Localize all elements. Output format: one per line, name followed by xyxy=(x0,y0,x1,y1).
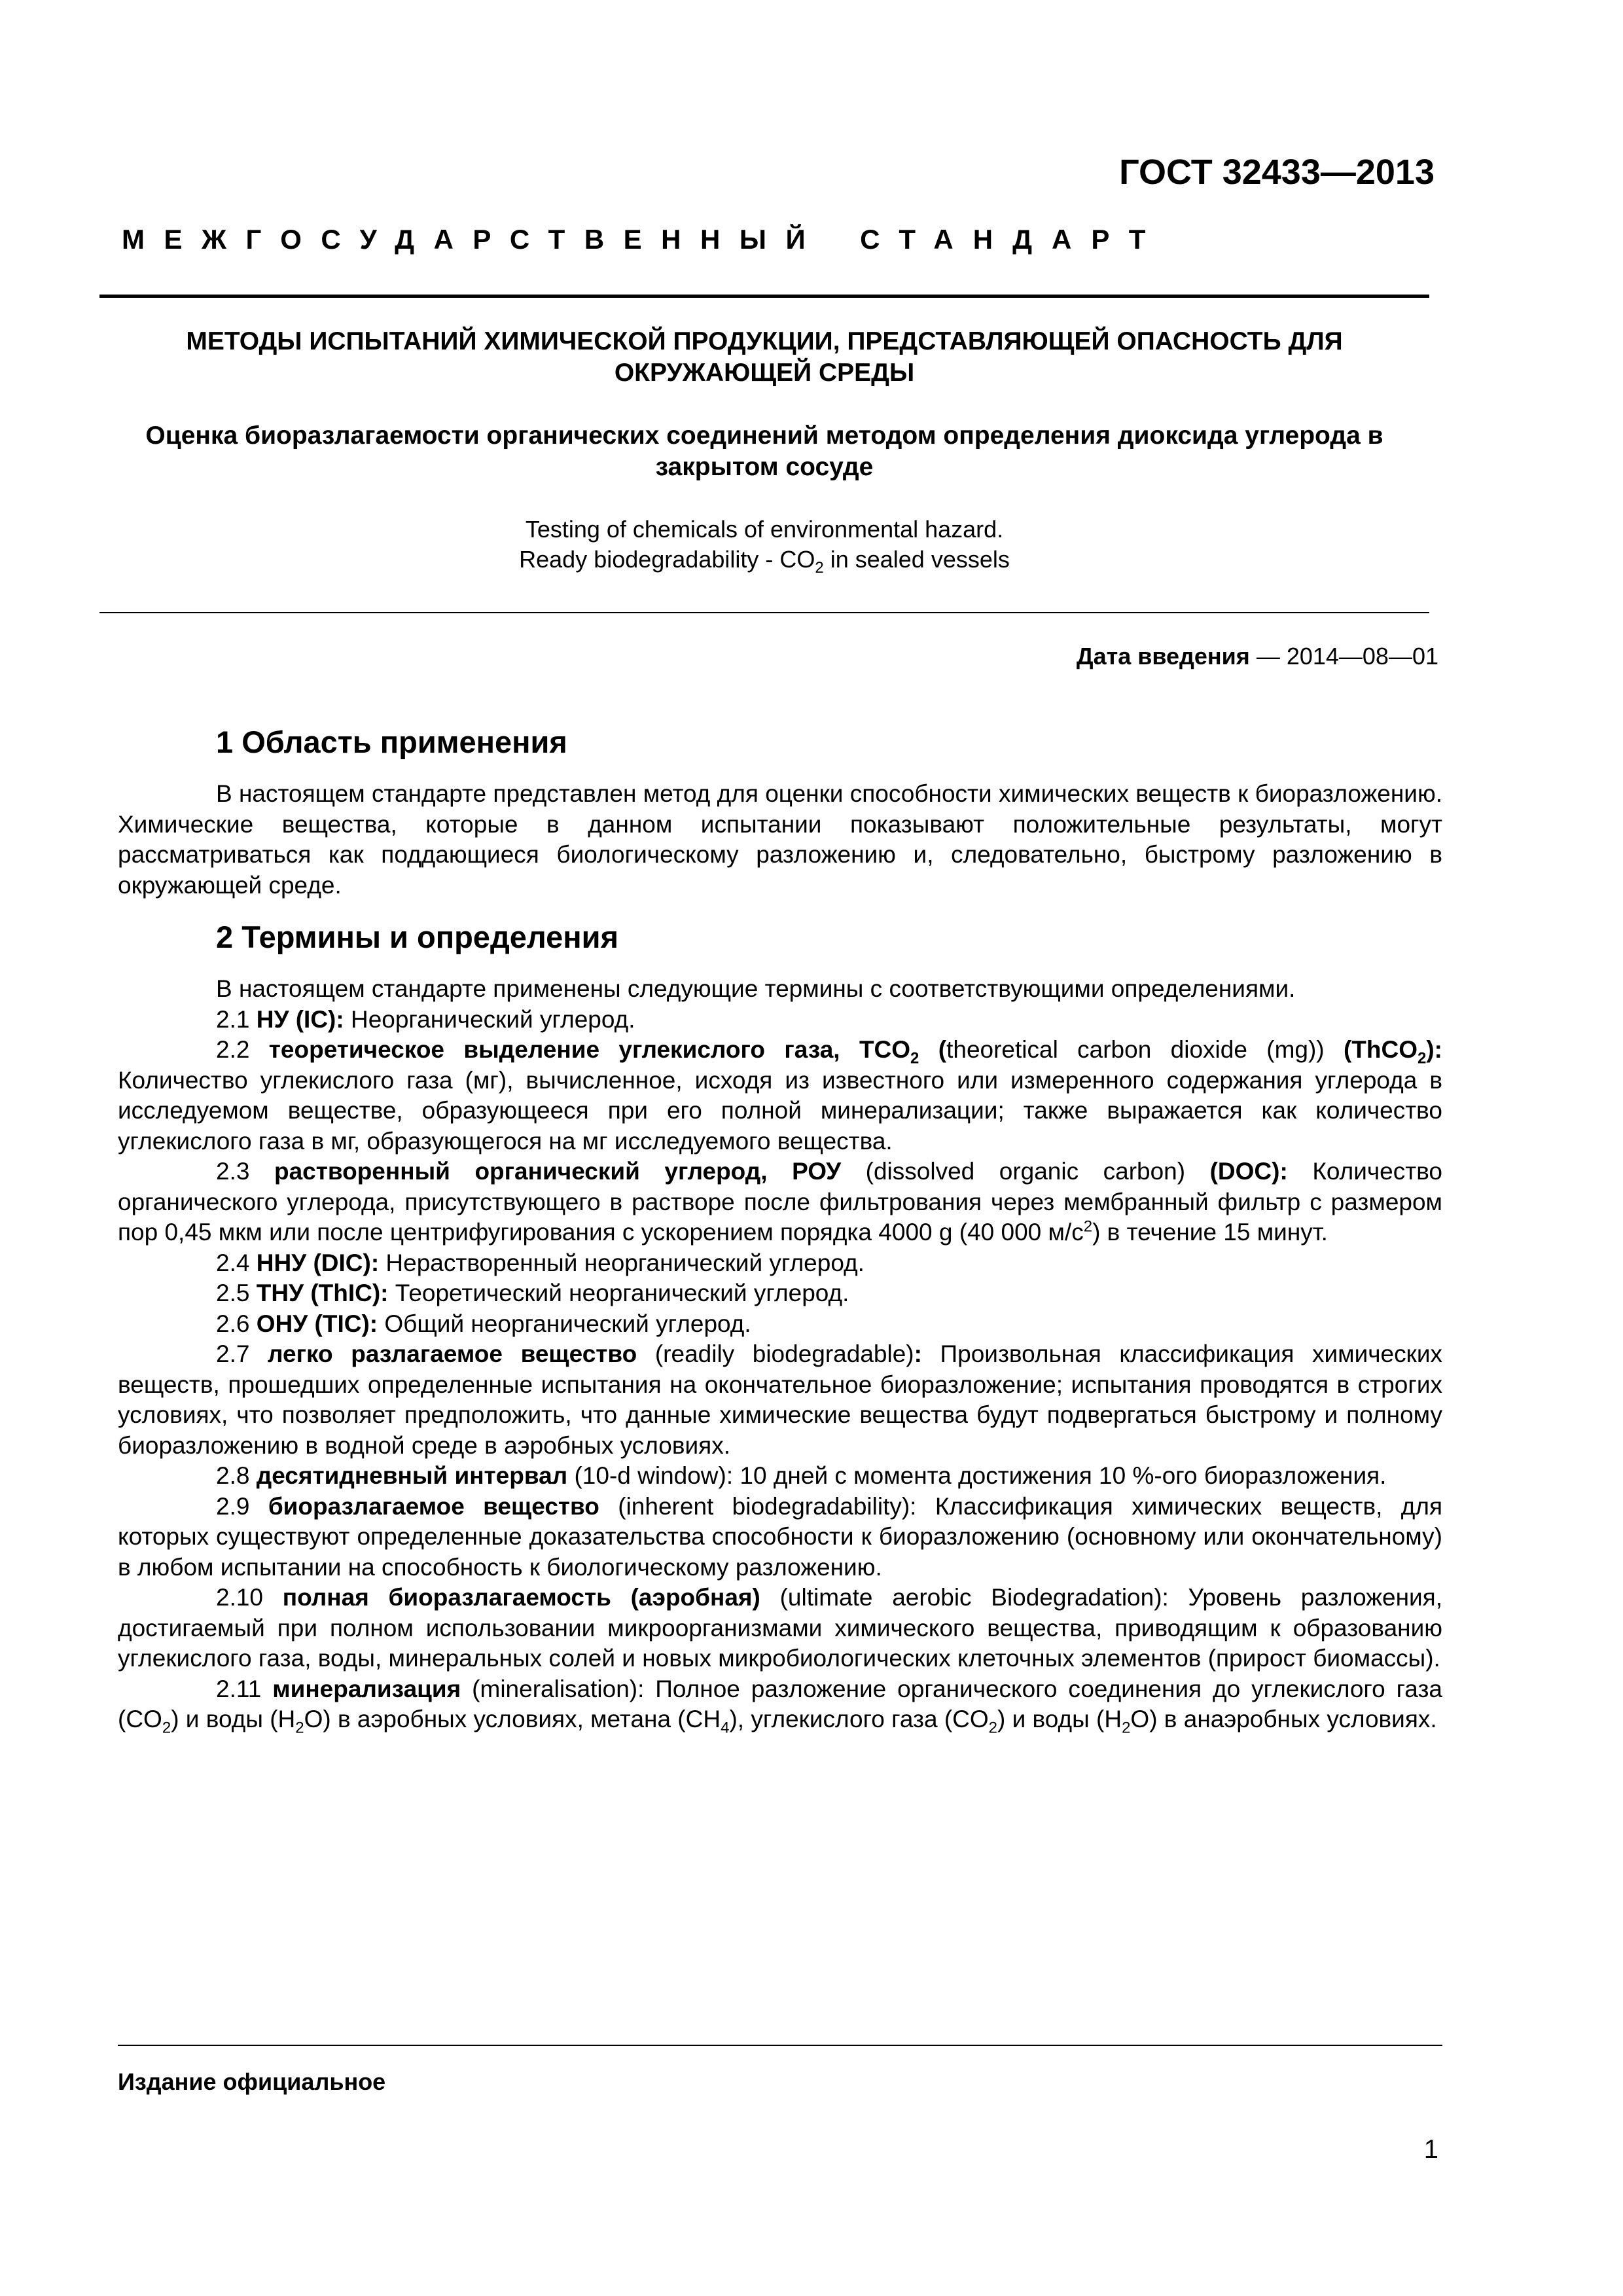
english-title-line2: Ready biodegradability - $CO_2$ in sealed vessels xyxy=(519,546,1010,577)
term-2-9: 2.9 биоразлагаемое вещество (inherent biodegradability): Классификация химических веществ, для которых существуют определенные доказательства способности к биоразложению (основному или окончательному) в любом испытании на способность к биологическому разложению. xyxy=(118,1492,1442,1581)
term-2-11: 2.11 минерализация (mineralisation): Полное разложение органического соединения до углекислого газа $(CO_2)$ и воды $(H_2O)$ в аэробных условиях, метана $(CH_4)$, углекислого газа $(CO_2)$ и воды $(H_2O)$ в анаэробных условиях. xyxy=(118,1675,1442,1737)
interstate-word: МЕЖГОСУДАРСТВЕННЫЙ xyxy=(122,224,825,255)
standard-type-heading xyxy=(122,224,1165,255)
section-2-body xyxy=(118,974,1442,1735)
term-2-4: 2.4 ННУ (DIC): Нерастворенный неорганический углерод. xyxy=(216,1249,865,1276)
introduction-date xyxy=(1077,643,1438,670)
term-2-8: 2.8 десятидневный интервал (10-d window): 10 дней с момента достижения 10 %-ого биоразложения. xyxy=(216,1462,1387,1489)
title-rule xyxy=(99,612,1429,613)
section-2-intro: В настоящем стандарте применены следующие термины с соответствующими определениями. xyxy=(216,975,1296,1002)
introduction-date-label: Дата введения xyxy=(1076,643,1250,670)
document-title: МЕТОДЫ ИСПЫТАНИЙ ХИМИЧЕСКОЙ ПРОДУКЦИИ, ПРЕДСТАВЛЯЮЩЕЙ ОПАСНОСТЬ ДЛЯ ОКРУЖАЮЩЕЙ СРЕДЫ xyxy=(186,327,1343,387)
official-edition-label: Издание официальное xyxy=(118,2068,386,2095)
term-2-2: 2.2 теоретическое выделение углекислого газа, $TCO_2$ (theoretical carbon dioxide (mg)) (ThCO$_2$): Количество углекислого газа (мг), вычисленное, исходя из известного или измеренного содержания углерода в исследуемом веществе, образующееся при его полной минерализации; также выражается как количество углекислого газа в мг, образующегося на мг исследуемого вещества. xyxy=(118,1036,1443,1155)
english-title xyxy=(99,514,1429,575)
term-2-7: 2.7 легко разлагаемое вещество (readily biodegradable): Произвольная классификация химических веществ, прошедших определенные испытания на окончательное биоразложение; испытания проводятся в строгих условиях, что позволяет предположить, что данные химические вещества будут подвергаться быстрому и полному биоразложению в водной среде в аэробных условиях. xyxy=(118,1340,1442,1459)
term-2-3: 2.3 растворенный органический углерод, РОУ (dissolved organic carbon) (DOC): Количество органического углерода, присутствующего в растворе после фильтрования через мембранный фильтр с размером пор 0,45 мкм или после центрифугирования с ускорением порядка 4000 g (40 000 $м/с^2$) в течение 15 минут. xyxy=(118,1158,1443,1246)
footer-rule xyxy=(118,2045,1442,2046)
term-2-6: 2.6 ОНУ (TIC): Общий неорганический углерод. xyxy=(216,1310,751,1337)
term-2-5: 2.5 ТНУ (ThIC): Теоретический неорганический углерод. xyxy=(216,1280,849,1306)
term-2-10: 2.10 полная биоразлагаемость (аэробная) (ultimate aerobic Biodegradation): Уровень разложения, достигаемый при полном использовании микроорганизмами химического вещества, приводящим к образованию углекислого газа, воды, минеральных солей и новых микробиологических клеточных элементов (прирост биомассы). xyxy=(118,1584,1443,1672)
page-number: 1 xyxy=(1423,2135,1438,2164)
section-1-paragraph: В настоящем стандарте представлен метод для оценки способности химических веществ к биоразложению. Химические вещества, которые в данном испытании показывают положительные результаты, могут рассматриваться как поддающиеся биологическому разложению и, следовательно, быстрому разложению в окружающей среде. xyxy=(118,780,1442,899)
standard-word: СТАНДАРТ xyxy=(860,224,1166,255)
header-rule xyxy=(99,295,1429,298)
section-1-body xyxy=(118,779,1442,901)
section-2-heading: 2 Термины и определения xyxy=(216,920,618,954)
section-1-heading: 1 Область применения xyxy=(216,725,567,759)
document-number: ГОСТ 32433—2013 xyxy=(1119,152,1435,192)
english-title-line1: Testing of chemicals of environmental hazard. xyxy=(525,516,1004,543)
introduction-date-value: — 2014—08—01 xyxy=(1249,643,1438,670)
document-subtitle: Оценка биоразлагаемости органических соединений методом определения диоксида углерода в закрытом сосуде xyxy=(145,422,1383,481)
term-2-1: 2.1 НУ (IC): Неорганический углерод. xyxy=(216,1005,635,1033)
